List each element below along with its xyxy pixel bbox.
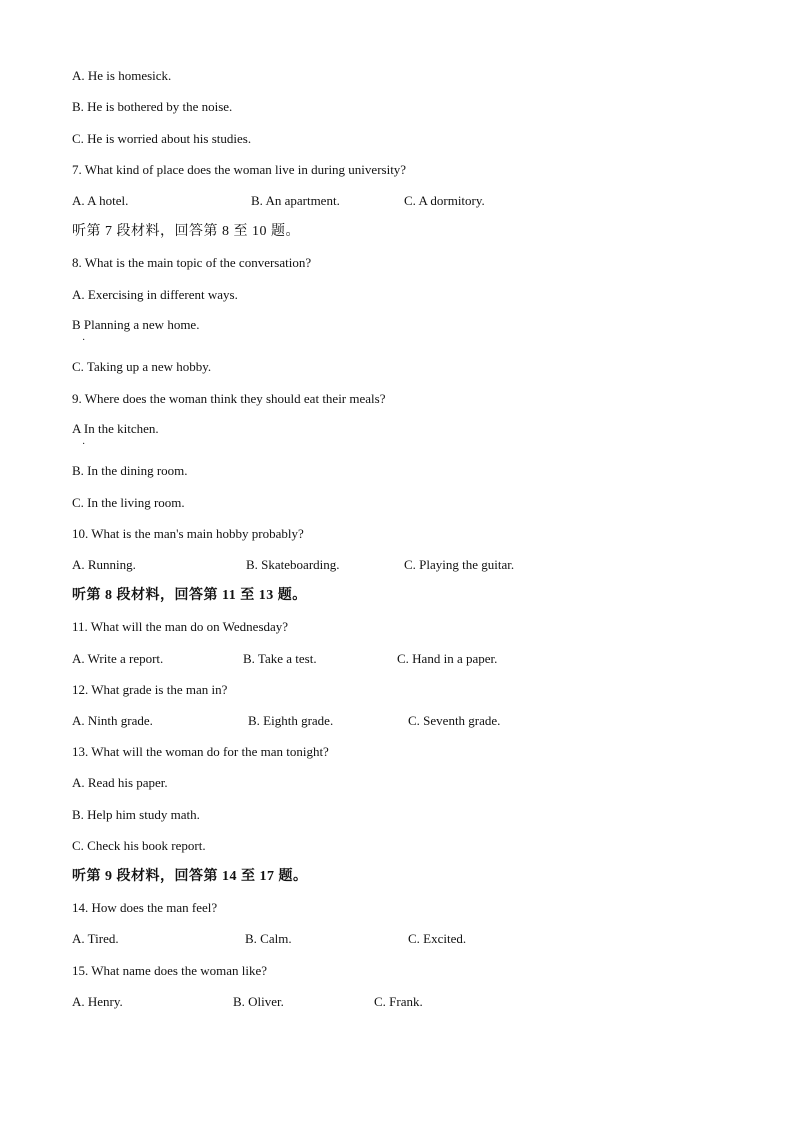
q11-option-b: B. Take a test. bbox=[243, 651, 317, 666]
question-13: 13. What will the woman do for the man tonight? bbox=[72, 744, 329, 759]
q9-option-a: A In the kitchen. bbox=[72, 421, 159, 436]
stray-dot: · bbox=[82, 439, 86, 450]
question-8: 8. What is the main topic of the conversation? bbox=[72, 255, 312, 270]
q9-option-b: B. In the dining room. bbox=[72, 463, 188, 478]
q6-option-c: C. He is worried about his studies. bbox=[72, 131, 252, 146]
q15-option-a: A. Henry. bbox=[72, 994, 123, 1009]
question-11: 11. What will the man do on Wednesday? bbox=[72, 619, 289, 634]
q11-option-a: A. Write a report. bbox=[72, 651, 164, 666]
q9-option-c: C. In the living room. bbox=[72, 495, 185, 510]
q8-option-c: C. Taking up a new hobby. bbox=[72, 359, 212, 374]
q8-option-a: A. Exercising in different ways. bbox=[72, 287, 238, 302]
q6-option-b: B. He is bothered by the noise. bbox=[72, 99, 233, 114]
q15-option-c: C. Frank. bbox=[374, 994, 423, 1009]
q13-option-c: C. Check his book report. bbox=[72, 838, 206, 853]
stray-dot: · bbox=[82, 335, 86, 346]
q10-option-a: A. Running. bbox=[72, 557, 136, 572]
q12-option-b: B. Eighth grade. bbox=[248, 713, 334, 728]
section-heading-7: 听第 7 段材料，回答第 8 至 10 题。 bbox=[72, 224, 300, 239]
q14-option-c: C. Excited. bbox=[408, 931, 467, 946]
q7-option-b: B. An apartment. bbox=[251, 193, 340, 208]
q6-option-a: A. He is homesick. bbox=[72, 68, 172, 83]
q15-option-b: B. Oliver. bbox=[233, 994, 284, 1009]
q11-option-c: C. Hand in a paper. bbox=[397, 651, 498, 666]
q14-option-a: A. Tired. bbox=[72, 931, 119, 946]
question-10: 10. What is the man's main hobby probably? bbox=[72, 526, 304, 541]
q10-option-c: C. Playing the guitar. bbox=[404, 557, 515, 572]
q13-option-a: A. Read his paper. bbox=[72, 775, 168, 790]
question-14: 14. How does the man feel? bbox=[72, 900, 218, 915]
q8-option-b: B Planning a new home. bbox=[72, 317, 200, 332]
section-heading-9: 听第 9 段材料，回答第 14 至 17 题。 bbox=[72, 869, 308, 884]
q7-option-a: A. A hotel. bbox=[72, 193, 129, 208]
section-heading-8: 听第 8 段材料，回答第 11 至 13 题。 bbox=[72, 588, 307, 603]
q7-option-c: C. A dormitory. bbox=[404, 193, 485, 208]
question-9: 9. Where does the woman think they should eat their meals? bbox=[72, 391, 386, 406]
question-12: 12. What grade is the man in? bbox=[72, 682, 228, 697]
question-15: 15. What name does the woman like? bbox=[72, 963, 268, 978]
q10-option-b: B. Skateboarding. bbox=[246, 557, 340, 572]
question-7: 7. What kind of place does the woman live in during university? bbox=[72, 162, 407, 177]
q12-option-a: A. Ninth grade. bbox=[72, 713, 153, 728]
q13-option-b: B. Help him study math. bbox=[72, 807, 200, 822]
q12-option-c: C. Seventh grade. bbox=[408, 713, 501, 728]
q14-option-b: B. Calm. bbox=[245, 931, 292, 946]
